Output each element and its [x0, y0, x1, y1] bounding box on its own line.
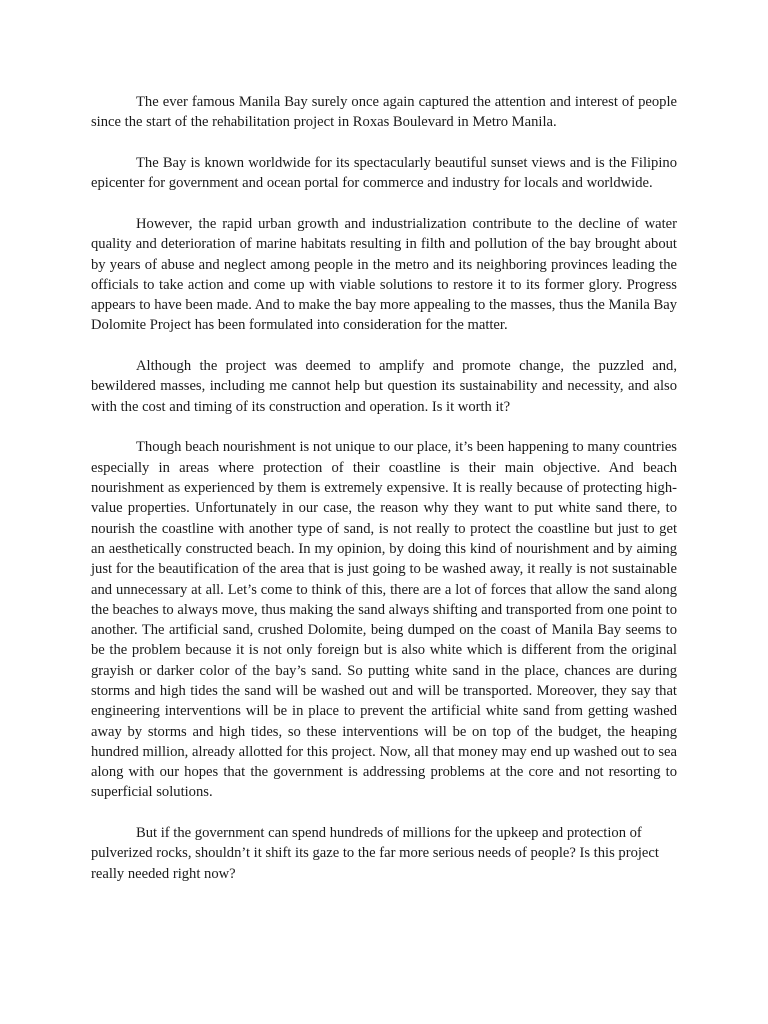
- document-body: [91, 92, 677, 884]
- paragraph-4: Although the project was deemed to amplify and promote change, the puzzled and, bewildered masses, including me cannot help but question its sustainability and necessity, and also with the cost and timing of its construction and operation. Is it worth it?: [91, 358, 677, 415]
- paragraph-2: The Bay is known worldwide for its spectacularly beautiful sunset views and is the Filipino epicenter for government and ocean portal for commerce and industry for locals and worldwide.: [91, 154, 677, 192]
- paragraph-5: Though beach nourishment is not unique to our place, it’s been happening to many countries especially in areas where protection of their coastline is their main objective. And beach nourishment as experienced by them is extremely expensive. It is really because of protecting high-value properties. Unfortunately in our case, the reason why they want to put white sand there, to nourish the coastline with another type of sand, is not really to protect the coastline but just to get an aesthetically constructed beach. In my opinion, by doing this kind of nourishment and by aiming just for the beautification of the area that is just going to be washed away, it really is not sustainable and unnecessary at all. Let’s come to think of this, there are a lot of forces that allow the sand along the beaches to always move, thus making the sand always shifting and transported from one point to another. The artificial sand, crushed Dolomite, being dumped on the coast of Manila Bay seems to be the problem because it is not only foreign but is also white which is different from the original grayish or darker color of the bay’s sand. So putting white sand in the place, chances are during storms and high tides the sand will be washed out and will be transported. Moreover, they say that engineering interventions will be in place to prevent the artificial white sand from getting washed away by storms and high tides, so these interventions will be on top of the budget, the heaping hundred million, already allotted for this project. Now, all that money may end up washed out to sea along with our hopes that the government is addressing problems at the core and not resorting to superficial solutions.: [91, 439, 677, 801]
- paragraph-6: But if the government can spend hundreds of millions for the upkeep and protection of pulverized rocks, shouldn’t it shift its gaze to the far more serious needs of people? Is this project really needed right now?: [91, 825, 659, 882]
- paragraph-1: The ever famous Manila Bay surely once again captured the attention and interest of people since the start of the rehabilitation project in Roxas Boulevard in Metro Manila.: [91, 94, 677, 131]
- paragraph-3: However, the rapid urban growth and industrialization contribute to the decline of water quality and deterioration of marine habitats resulting in filth and pollution of the bay brought about by years of abuse and neglect among people in the metro and its neighboring provinces leading the officials to take action and come up with viable solutions to restore it to its former glory. Progress appears to have been made. And to make the bay more appealing to the masses, thus the Manila Bay Dolomite Project has been formulated into consideration for the matter.: [91, 215, 678, 334]
